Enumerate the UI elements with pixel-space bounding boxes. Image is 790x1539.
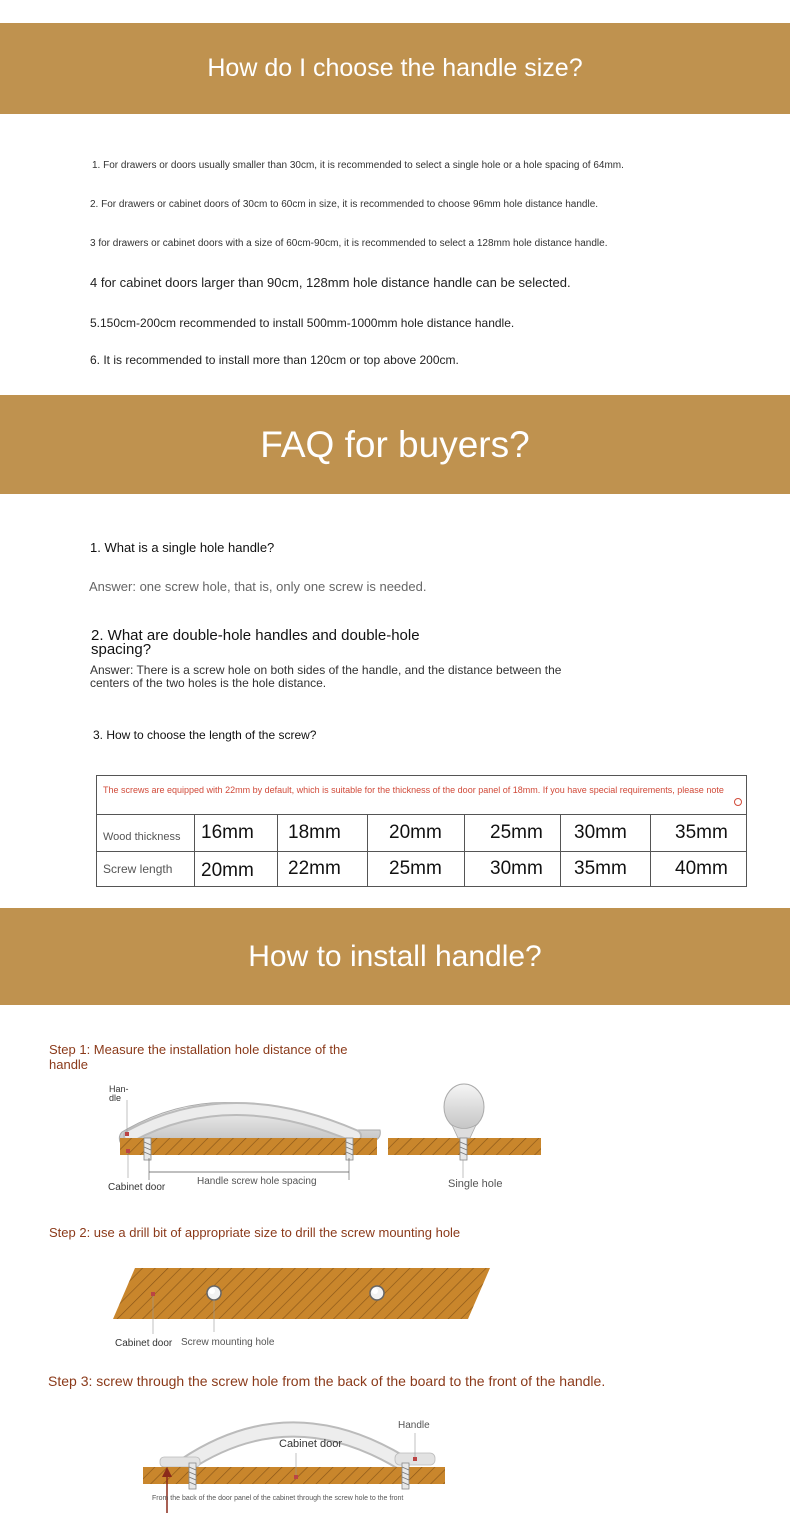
step-2-text: Step 2: use a drill bit of appropriate size to drill the screw mounting hole [49,1225,461,1240]
step-1-handle-label: Han-dle [109,1084,129,1103]
wood-thickness-cell: 16mm [201,821,254,843]
faq-answer-1: Answer: one screw hole, that is, only one screw is needed. [89,579,427,594]
screw-length-cell: 40mm [675,858,728,879]
size-guide-banner [0,23,790,114]
step-3-text: Step 3: screw through the screw hole from the back of the board to the front of the handle. [48,1373,606,1389]
size-guide-title: How do I choose the handle size? [207,54,583,82]
faq-question-3: 3. How to choose the length of the screw? [93,728,317,742]
faq-title: FAQ for buyers? [260,423,530,465]
wood-thickness-cell: 20mm [389,821,442,843]
wood-thickness-cell: 25mm [490,821,543,843]
screw-length-cell: 22mm [288,858,341,879]
screw-length-cell: 35mm [574,858,627,879]
faq-question-1: 1. What is a single hole handle? [90,540,275,555]
wood-thickness-label: Wood thickness [103,831,181,843]
install-banner [0,908,790,1005]
step-3-cabinet-label: Cabinet door [279,1438,342,1450]
step-1-spacing-label: Handle screw hole spacing [197,1176,317,1187]
screw-length-label: Screw length [103,862,173,876]
size-tip-2: 2. For drawers or cabinet doors of 30cm to 60cm in size, it is recommended to choose 96mm hole distance handle. [90,199,599,210]
faq-question-2: 2. What are double-hole handles and double-hole spacing? [91,627,420,658]
step-1-single-label: Single hole [448,1178,503,1190]
size-tip-1: 1. For drawers or doors usually smaller than 30cm, it is recommended to select a single hole or a hole spacing of 64mm. [92,160,624,171]
size-tip-6: 6. It is recommended to install more than 120cm or top above 200cm. [90,353,459,367]
size-tip-3: 3 for drawers or cabinet doors with a size of 60cm-90cm, it is recommended to select a 128mm hole distance handle. [90,238,608,249]
step-2-cabinet-label: Cabinet door [115,1338,173,1349]
cabinet-board [120,1138,377,1155]
step-2-hole-label: Screw mounting hole [181,1337,275,1348]
wood-thickness-cell: 30mm [574,821,627,843]
step-3-handle-label: Handle [398,1420,430,1431]
screw-note: The screws are equipped with 22mm by default, which is suitable for the thickness of the door panel of 18mm. If you have special requirements, please note [103,785,724,795]
size-tip-4: 4 for cabinet doors larger than 90cm, 128mm hole distance handle can be selected. [90,275,571,290]
note-marker-icon [734,798,742,806]
screw-length-cell: 30mm [490,858,543,879]
wood-thickness-cell: 18mm [288,821,341,843]
wood-thickness-cell: 35mm [675,821,728,843]
size-tip-5: 5.150cm-200cm recommended to install 500mm-1000mm hole distance handle. [90,316,515,330]
step-1-text: Step 1: Measure the installation hole distance of the handle [49,1042,348,1072]
install-title: How to install handle? [248,939,542,973]
step-1-cabinet-label: Cabinet door [108,1182,166,1193]
faq-banner [0,395,790,494]
faq-answer-2: Answer: There is a screw hole on both sides of the handle, and the distance between the centers of the two holes is the hole distance. [90,663,562,690]
step-3-caption: From the back of the door panel of the cabinet through the screw hole to the front [152,1495,404,1502]
screw-length-cell: 25mm [389,858,442,879]
screw-length-cell: 20mm [201,860,254,881]
screw-length-table [96,775,747,887]
drill-board [113,1268,490,1319]
